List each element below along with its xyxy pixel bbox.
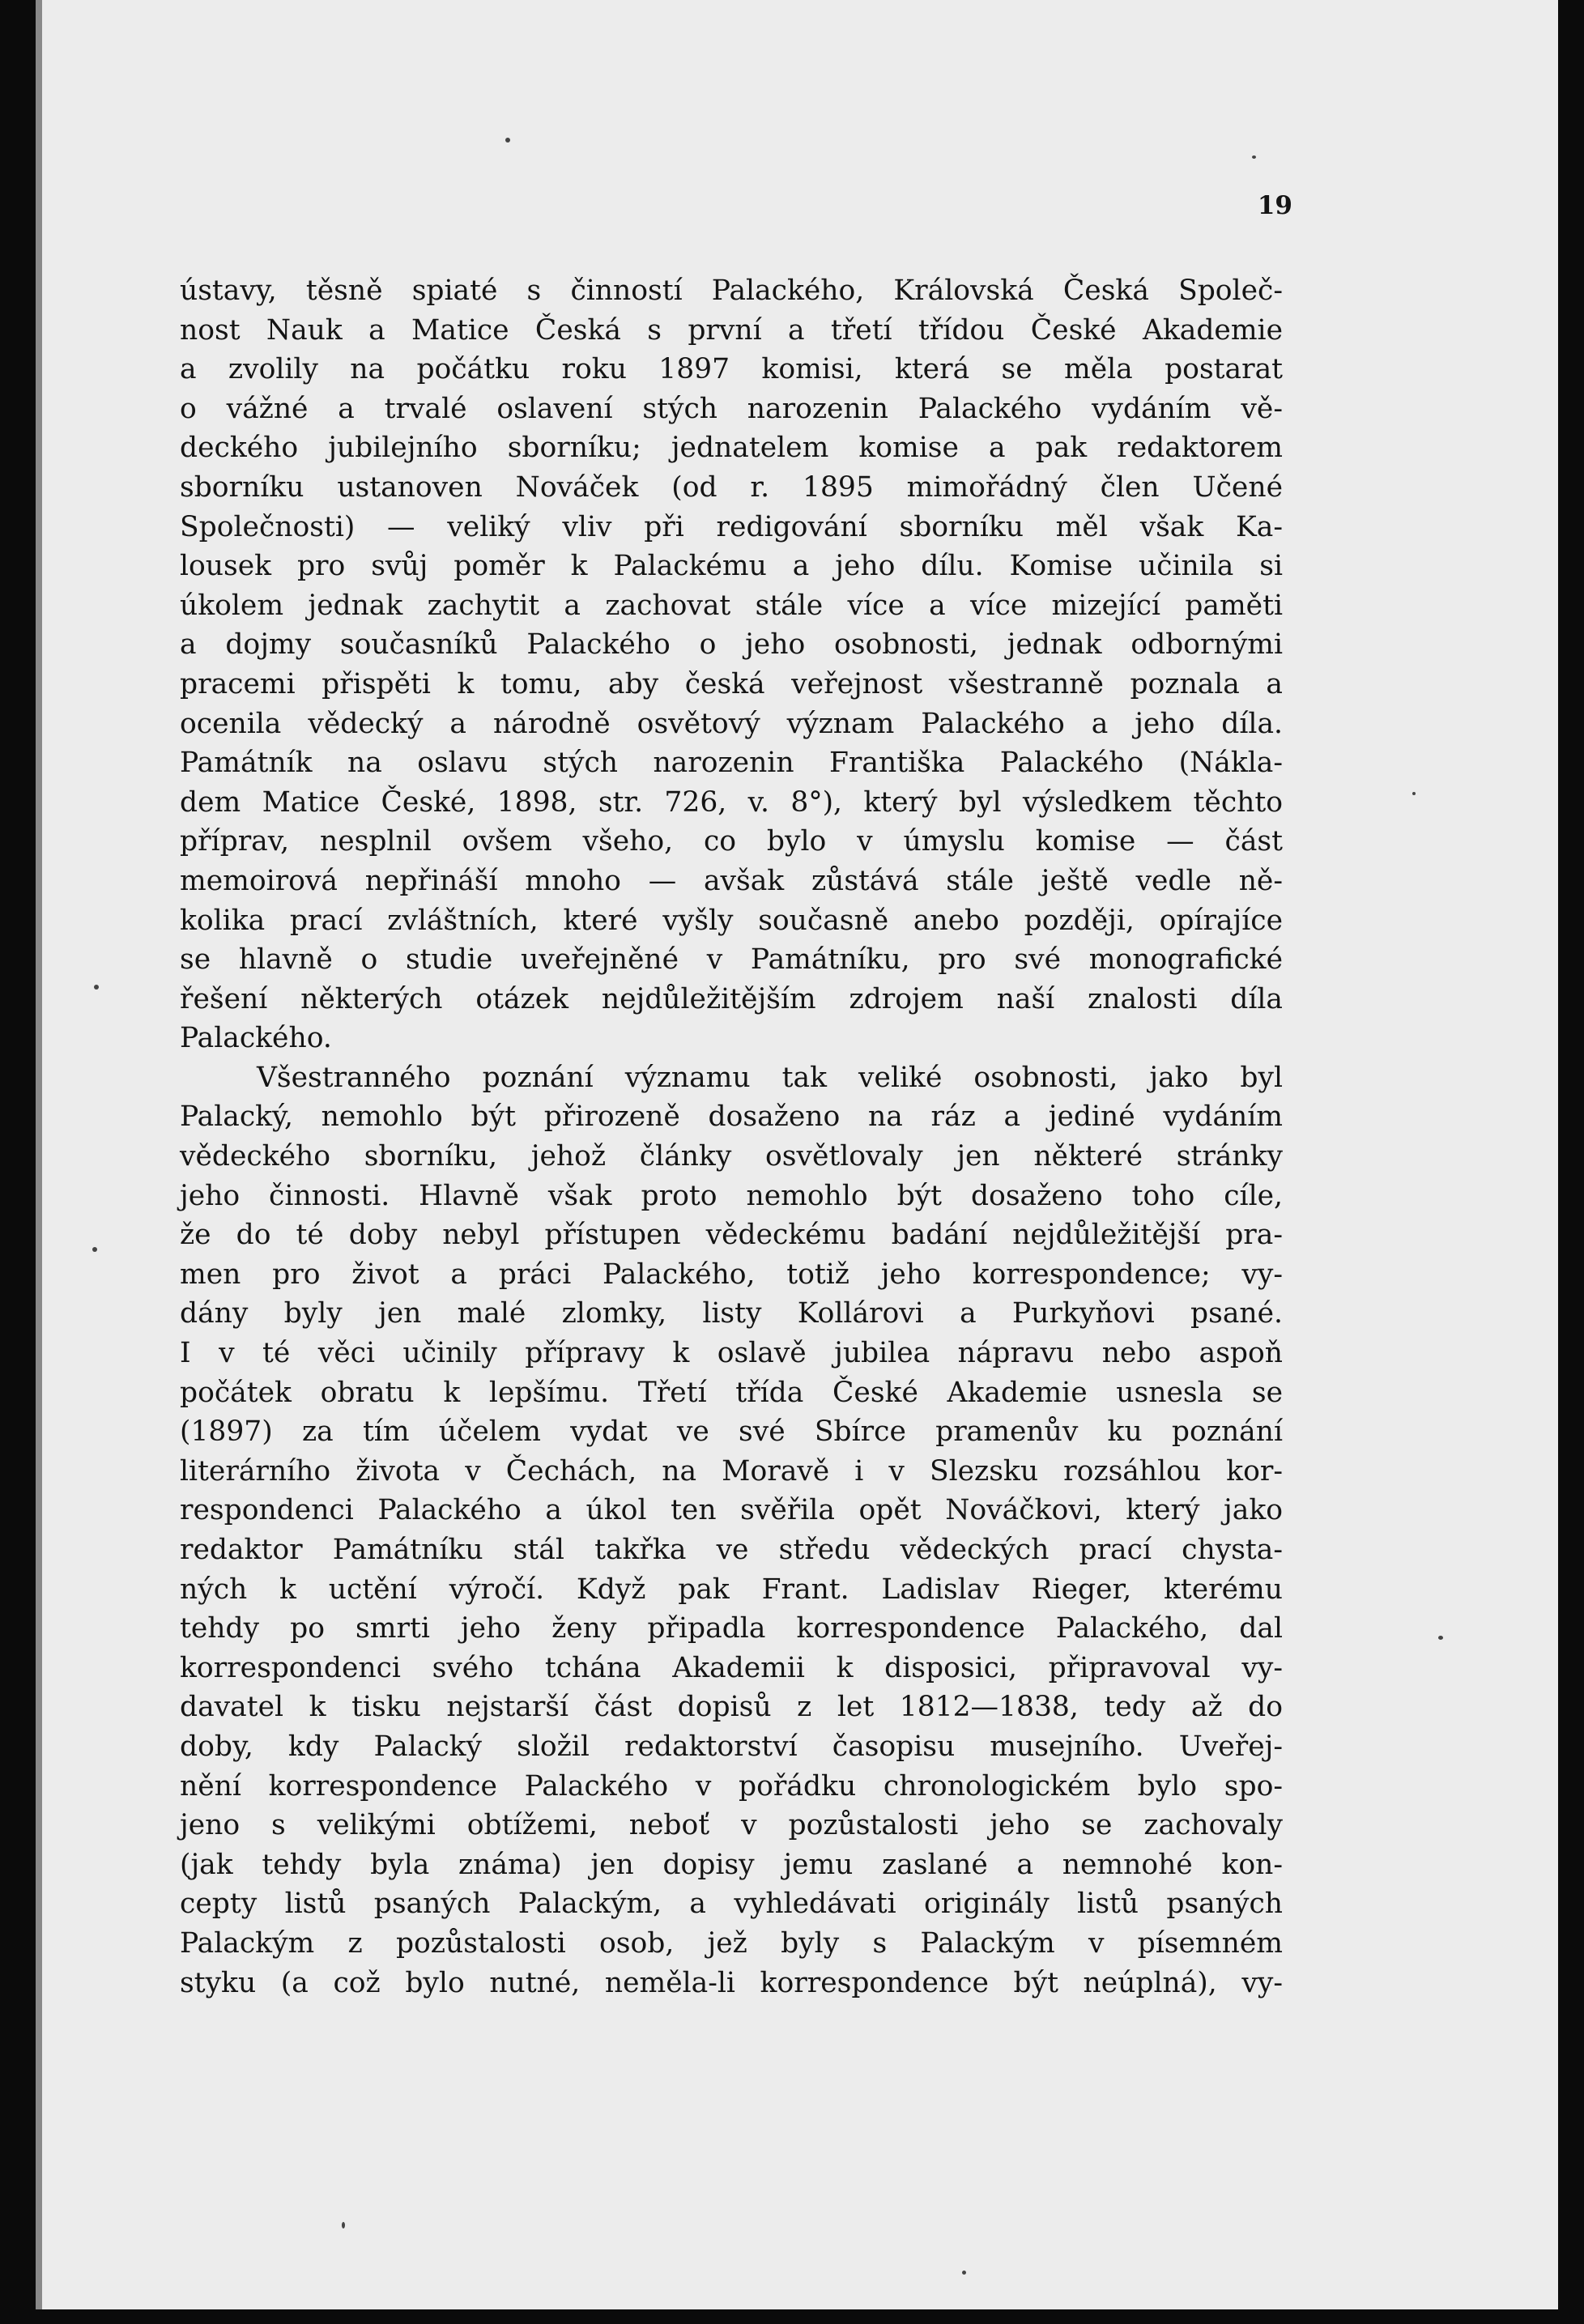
text-line: I v té věci učinily přípravy k oslavě jubilea nápravu nebo aspoň bbox=[180, 1337, 1283, 1370]
dust-speck bbox=[1438, 1636, 1443, 1640]
text-line: tehdy po smrti jeho ženy připadla korrespondence Palackého, dal bbox=[180, 1612, 1283, 1645]
text-line: ústavy, těsně spiaté s činností Palackého, Královská Česká Společ- bbox=[180, 275, 1283, 307]
text-line: doby, kdy Palacký složil redaktorství časopisu musejního. Uveřej- bbox=[180, 1730, 1283, 1763]
dust-speck bbox=[1252, 155, 1256, 159]
text-line: redaktor Památníku stál takřka ve středu vědeckých prací chysta- bbox=[180, 1534, 1283, 1566]
text-line: počátek obratu k lepšímu. Třetí třída České Akademie usnesla se bbox=[180, 1376, 1283, 1409]
text-line: deckého jubilejního sborníku; jednatelem komise a pak redaktorem bbox=[180, 432, 1283, 465]
text-line: Všestranného poznání významu tak veliké osobnosti, jako byl bbox=[257, 1061, 1283, 1094]
text-line: (jak tehdy byla známa) jen dopisy jemu zaslané a nemnohé kon- bbox=[180, 1848, 1283, 1881]
dust-speck bbox=[92, 1247, 97, 1252]
text-line: Společnosti) — veliký vliv při redigování sborníku měl však Ka- bbox=[180, 510, 1283, 543]
text-line: kolika prací zvláštních, které vyšly současně anebo později, opírajíce bbox=[180, 904, 1283, 937]
text-line: řešení některých otázek nejdůležitějším zdrojem naší znalosti díla bbox=[180, 982, 1283, 1015]
text-line: že do té doby nebyl přístupen vědeckému badání nejdůležitější pra- bbox=[180, 1219, 1283, 1252]
text-line: respondenci Palackého a úkol ten svěřila opět Nováčkovi, který jako bbox=[180, 1494, 1283, 1527]
text-line: jeno s velikými obtížemi, neboť v pozůstalosti jeho se zachovaly bbox=[180, 1809, 1283, 1842]
text-line: memoirová nepřináší mnoho — avšak zůstává stále ještě vedle ně- bbox=[180, 864, 1283, 897]
text-line: nění korrespondence Palackého v pořádku chronologickém bylo spo- bbox=[180, 1769, 1283, 1803]
dust-speck bbox=[342, 2222, 345, 2228]
text-line: dány byly jen malé zlomky, listy Kollárovi a Purkyňovi psané. bbox=[180, 1297, 1283, 1330]
dust-speck bbox=[94, 985, 99, 990]
text-line: Palacký, nemohlo být přirozeně dosaženo na ráz a jediné vydáním bbox=[180, 1100, 1283, 1134]
text-line: ných k uctění výročí. Když pak Frant. Ladislav Rieger, kterému bbox=[180, 1573, 1283, 1606]
text-line: dem Matice České, 1898, str. 726, v. 8°), který byl výsledkem těchto bbox=[180, 785, 1283, 819]
text-line: lousek pro svůj poměr k Palackému a jeho dílu. Komise učinila si bbox=[180, 550, 1283, 583]
text-line: Palackého. bbox=[180, 1022, 332, 1055]
text-line: styku (a což bylo nutné, neměla-li korrespondence být neúplná), vy- bbox=[180, 1966, 1283, 1999]
text-line: jeho činnosti. Hlavně však proto nemohlo být dosaženo toho cíle, bbox=[180, 1179, 1283, 1212]
text-line: o vážné a trvalé oslavení stých narozenin Palackého vydáním vě- bbox=[180, 392, 1283, 425]
book-gutter-shadow bbox=[36, 0, 42, 2324]
scan-border-bottom bbox=[0, 2309, 1584, 2324]
text-line: Památník na oslavu stých narozenin Františka Palackého (Nákla- bbox=[180, 747, 1283, 780]
text-line: úkolem jednak zachytit a zachovat stále více a více mizející paměti bbox=[180, 589, 1283, 622]
text-line: (1897) za tím účelem vydat ve své Sbírce pramenův ku poznání bbox=[180, 1415, 1283, 1449]
text-line: men pro život a práci Palackého, totiž jeho korrespondence; vy- bbox=[180, 1258, 1283, 1291]
text-line: příprav, nesplnil ovšem všeho, co bylo v úmyslu komise — část bbox=[180, 825, 1283, 858]
text-line: pracemi přispěti k tomu, aby česká veřejnost všestranně poznala a bbox=[180, 667, 1283, 700]
text-line: ocenila vědecký a národně osvětový význam Palackého a jeho díla. bbox=[180, 707, 1283, 740]
text-line: vědeckého sborníku, jehož články osvětlovaly jen některé stránky bbox=[180, 1140, 1283, 1173]
text-line: Palackým z pozůstalosti osob, jež byly s Palackým v písemném bbox=[180, 1926, 1283, 1960]
text-line: sborníku ustanoven Nováček (od r. 1895 mimořádný člen Učené bbox=[180, 470, 1283, 504]
body-text bbox=[180, 271, 1283, 2003]
text-line: literárního života v Čechách, na Moravě i v Slezsku rozsáhlou kor- bbox=[180, 1454, 1283, 1488]
text-line: davatel k tisku nejstarší část dopisů z let 1812—1838, tedy až do bbox=[180, 1691, 1283, 1724]
dust-speck bbox=[1412, 792, 1416, 795]
scan-border-right bbox=[1558, 0, 1584, 2324]
text-line: korrespondenci svého tchána Akademii k disposici, připravoval vy- bbox=[180, 1651, 1283, 1684]
text-line: a dojmy současníků Palackého o jeho osobnosti, jednak odbornými bbox=[180, 628, 1283, 662]
text-line: se hlavně o studie uveřejněné v Památníku, pro své monografické bbox=[180, 943, 1283, 977]
text-line: a zvolily na počátku roku 1897 komisi, která se měla postarat bbox=[180, 353, 1283, 386]
scan-border-left bbox=[0, 0, 36, 2324]
dust-speck bbox=[962, 2271, 966, 2275]
page-number: 19 bbox=[1257, 191, 1292, 220]
text-line: nost Nauk a Matice Česká s první a třetí třídou České Akademie bbox=[180, 313, 1283, 347]
dust-speck bbox=[505, 138, 510, 143]
text-line: cepty listů psaných Palackým, a vyhledávati originály listů psaných bbox=[180, 1888, 1283, 1921]
